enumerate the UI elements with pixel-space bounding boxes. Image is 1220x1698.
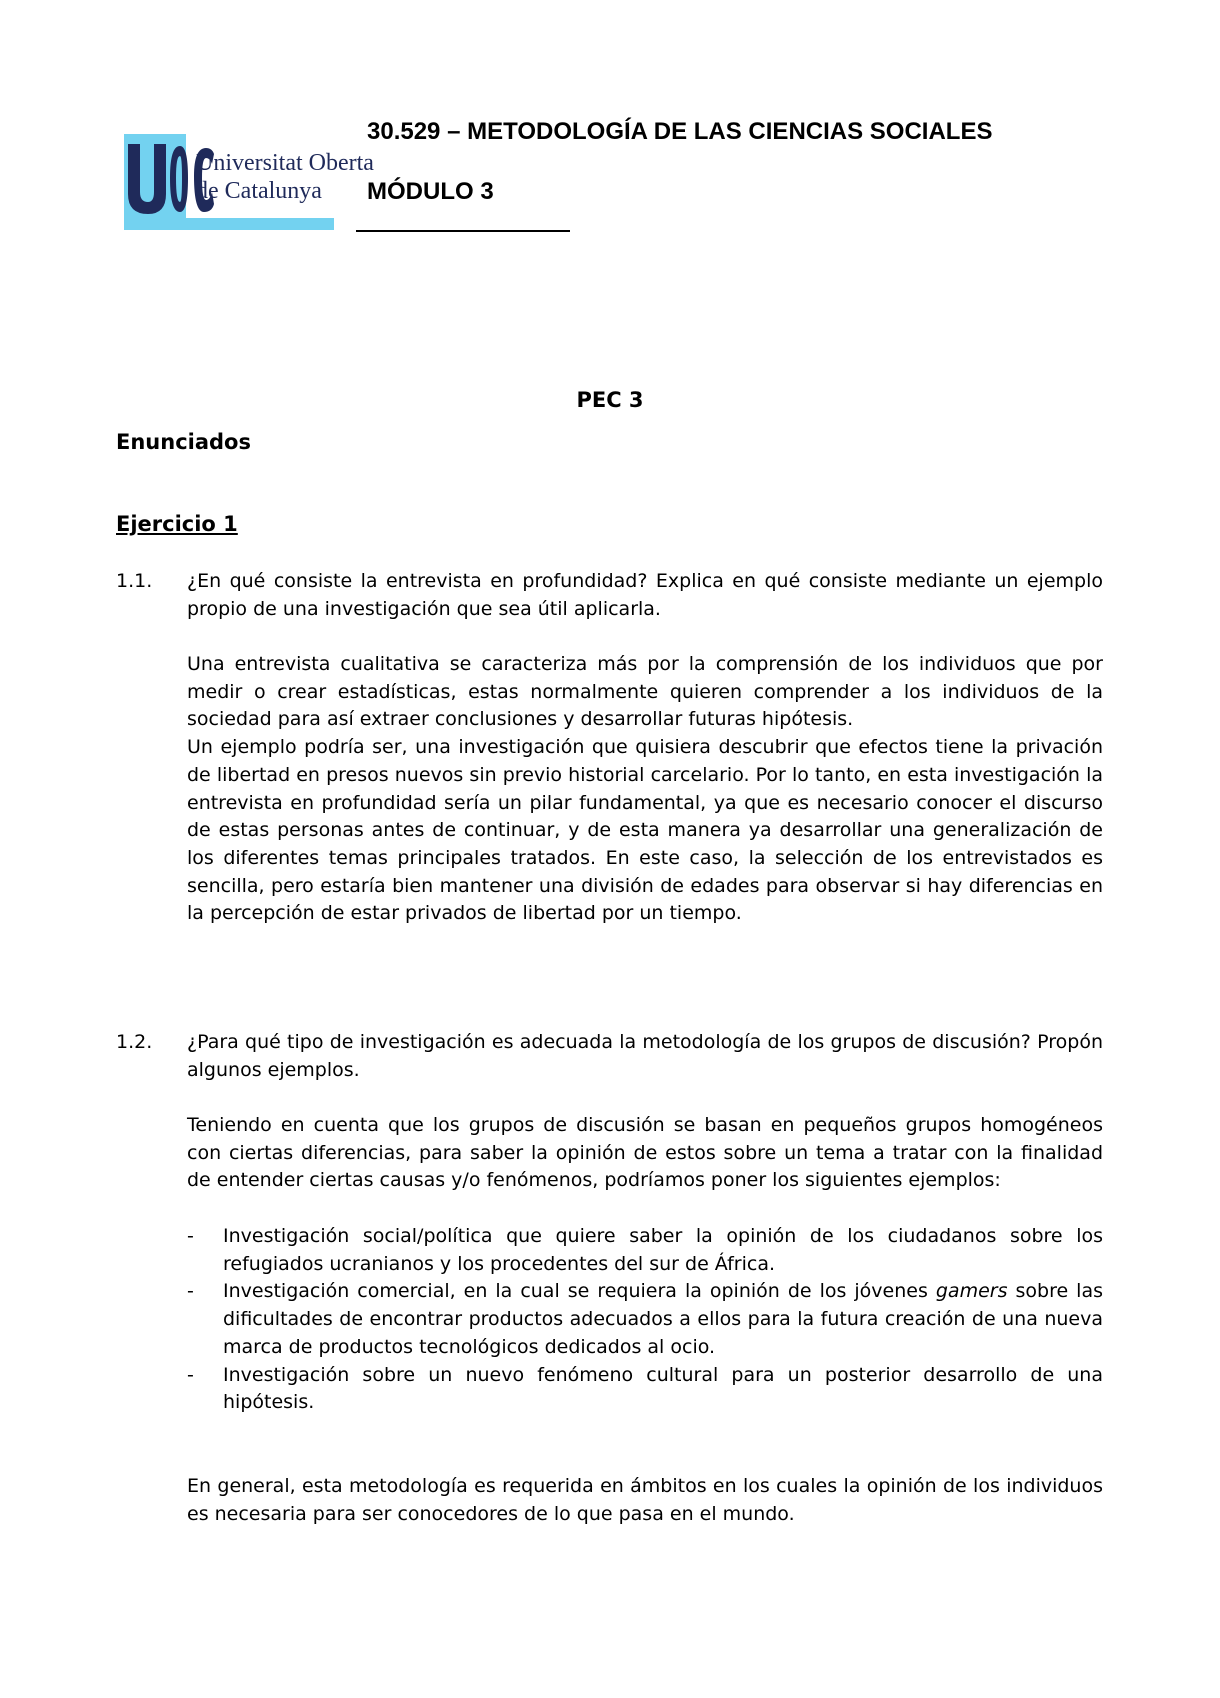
answer-1-2 (187, 1112, 1103, 1195)
list-item-text-pre: Investigación comercial, en la cual se requiera la opinión de los jóvenes (223, 1280, 936, 1303)
answer-1-1 (187, 651, 1103, 928)
answer-intro: Teniendo en cuenta que los grupos de discusión se basan en pequeños grupos homogéneos con ciertas diferencias, para saber la opinión de estos sobre un tema a tratar con la finalidad de entender ciertas causas y/o fenómenos, podríamos poner los siguientes ejemplos: (187, 1114, 1103, 1192)
list-bullet: - (187, 1280, 194, 1303)
list-item-text-emphasis: gamers (935, 1280, 1008, 1303)
answer-paragraph: Un ejemplo podría ser, una investigación que quisiera descubrir que efectos tiene la privación de libertad en presos nuevos sin previo historial carcelario. Por lo tanto, en esta investigación la entrevista en profundidad sería un pilar fundamental, ya que es necesario conocer el discurso de estas personas antes de continuar, y de esta manera ya desarrollar una generalización de los diferentes temas principales tratados. En este caso, la selección de los entrevistados es sencilla, pero estaría bien mantener una división de edades para observar si hay diferencias en la percepción de estar privados de libertad por un tiempo. (187, 736, 1103, 925)
list-item (187, 1362, 1103, 1417)
conclusion-paragraph: En general, esta metodología es requerida en ámbitos en los cuales la opinión de los individuos es necesaria para ser conocedores de lo que pasa en el mundo. (187, 1475, 1103, 1525)
course-title: 30.529 – METODOLOGÍA DE LAS CIENCIAS SOCIALES (367, 118, 993, 145)
question-number: 1.1. (116, 570, 153, 592)
pec-title: PEC 3 (576, 388, 644, 412)
uoc-logo (124, 134, 374, 230)
list-item-text: Investigación social/política que quiere saber la opinión de los ciudadanos sobre los refugiados ucranianos y los procedentes del sur de África. (223, 1225, 1103, 1275)
list-item (187, 1278, 1103, 1361)
logo-text-line1: Universitat Oberta (196, 150, 374, 176)
question-1-2 (187, 1029, 1103, 1084)
question-number: 1.2. (116, 1031, 153, 1053)
logo-text-line2: de Catalunya (196, 178, 322, 204)
list-item-text-post: sobre las dificultades de encontrar productos adecuados a ellos para la futura creación de una nueva marca de productos tecnológicos dedicados al ocio. (223, 1280, 1103, 1358)
header-divider (356, 230, 570, 232)
exercise-title: Ejercicio 1 (116, 512, 238, 536)
list-item-text: Investigación sobre un nuevo fenómeno cultural para un posterior desarrollo de una hipótesis. (223, 1363, 1103, 1414)
question-text: ¿En qué consiste la entrevista en profundidad? Explica en qué consiste mediante un ejemplo propio de una investigación que sea útil aplicarla. (187, 570, 1103, 620)
section-title: Enunciados (116, 430, 251, 454)
list-bullet: - (187, 1363, 194, 1386)
question-1-1 (187, 568, 1103, 623)
answer-paragraph: Una entrevista cualitativa se caracteriza más por la comprensión de los individuos que por medir o crear estadísticas, estas normalmente quieren comprender a los individuos de la sociedad para así extraer conclusiones y desarrollar futuras hipótesis. (187, 653, 1103, 731)
module-title: MÓDULO 3 (367, 178, 494, 205)
list-item (187, 1223, 1103, 1278)
answer-conclusion (187, 1473, 1103, 1528)
examples-list (187, 1223, 1103, 1417)
question-text: ¿Para qué tipo de investigación es adecuada la metodología de los grupos de discusión? Propón algunos ejemplos. (187, 1031, 1103, 1081)
list-bullet: - (187, 1225, 194, 1247)
